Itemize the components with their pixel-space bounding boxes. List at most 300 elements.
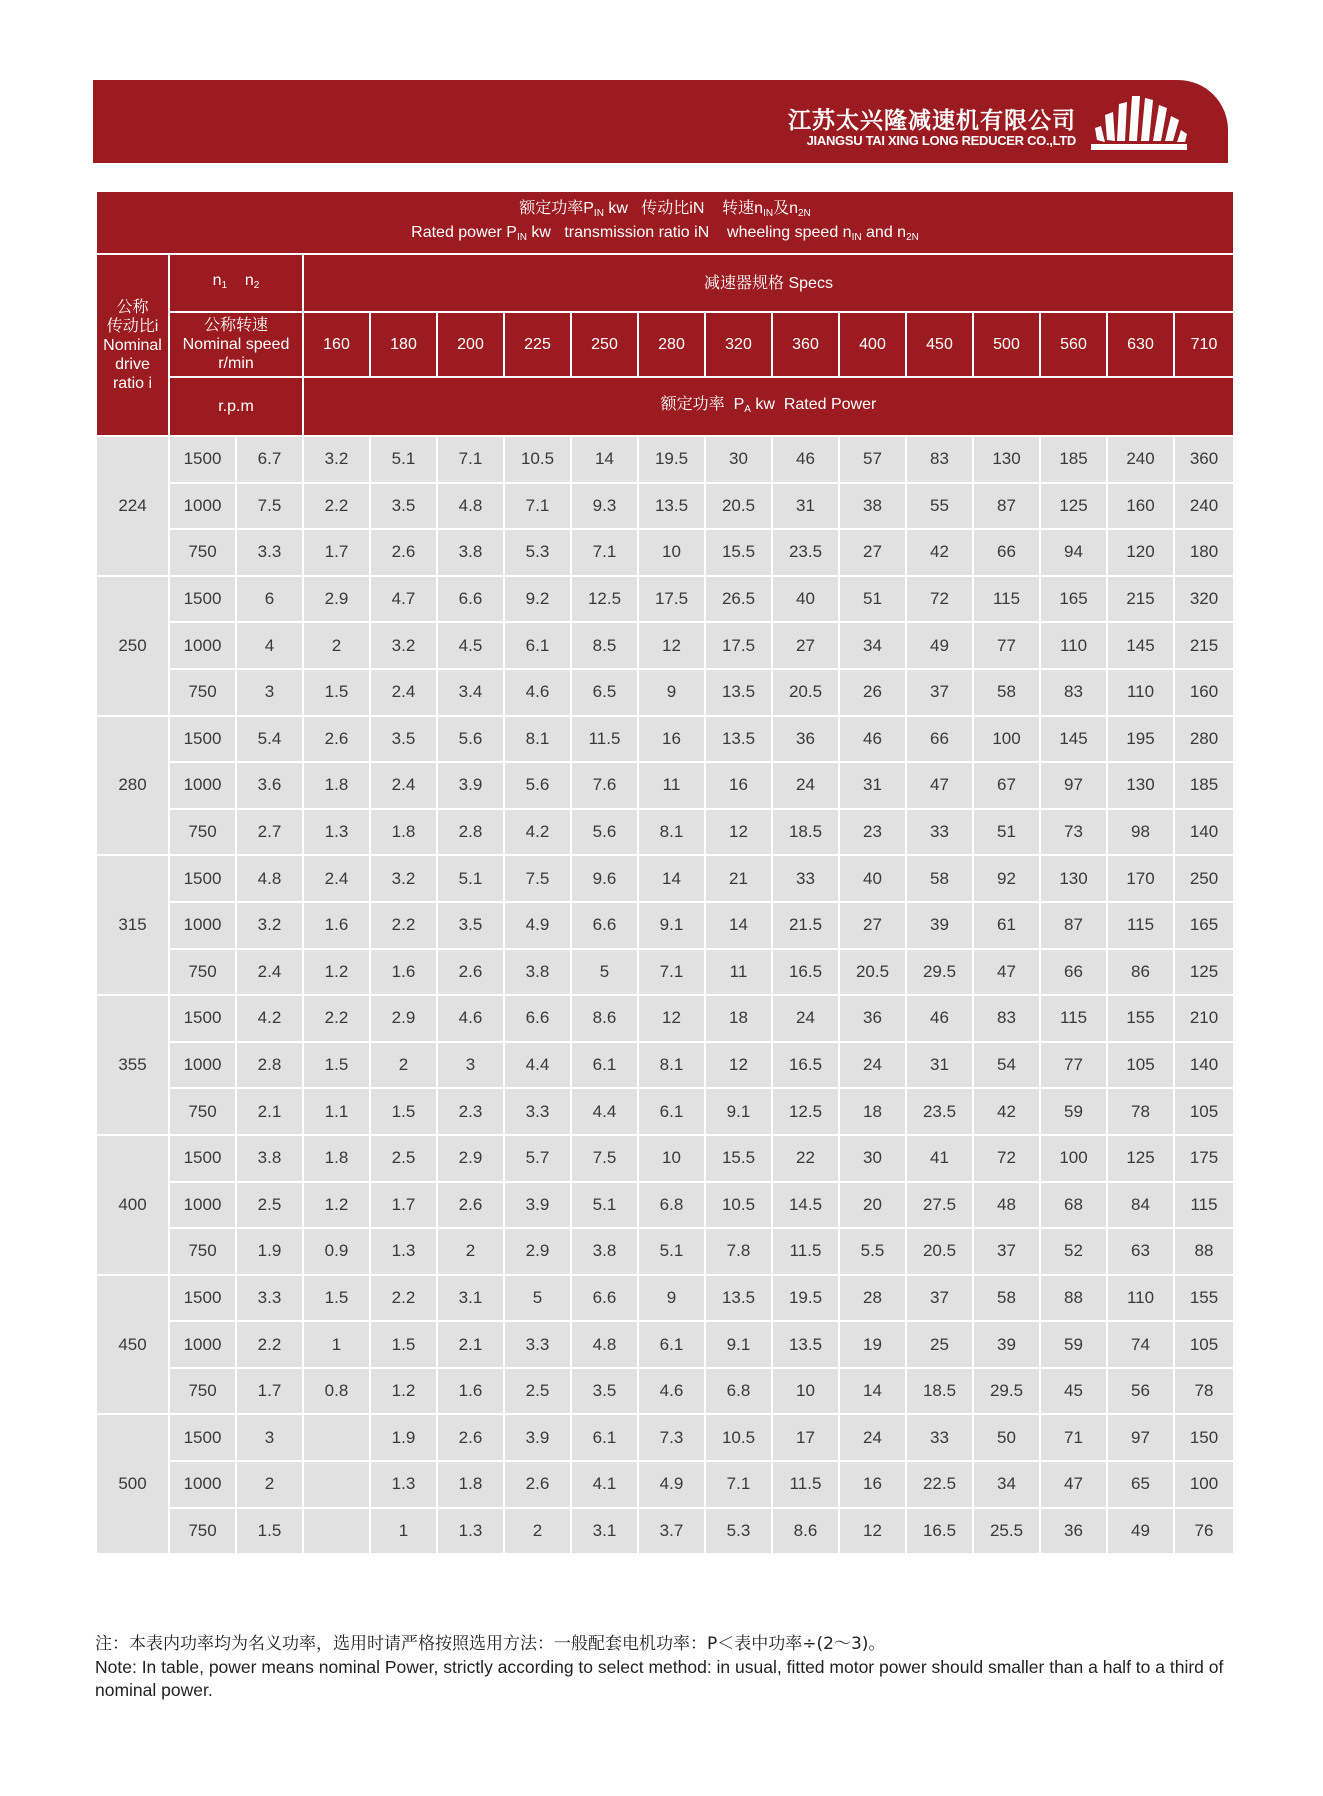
power-cell: 7.6	[571, 762, 638, 809]
power-cell: 88	[1174, 1228, 1234, 1275]
power-cell: 2.6	[303, 716, 370, 763]
power-cell: 6.6	[571, 1275, 638, 1322]
power-cell: 24	[839, 1414, 906, 1461]
power-cell: 5.1	[437, 855, 504, 902]
power-cell: 47	[973, 949, 1040, 996]
ratio-cell: 224	[96, 436, 169, 576]
ratio-cell: 315	[96, 855, 169, 995]
power-cell: 3.4	[437, 669, 504, 716]
size-header: 560	[1040, 312, 1107, 377]
size-header: 710	[1174, 312, 1234, 377]
power-cell: 41	[906, 1135, 973, 1182]
power-cell: 3.9	[437, 762, 504, 809]
table-row	[96, 1088, 1234, 1135]
power-cell: 5.5	[839, 1228, 906, 1275]
power-cell: 86	[1107, 949, 1174, 996]
power-cell: 2.5	[370, 1135, 437, 1182]
power-cell: 100	[973, 716, 1040, 763]
power-cell: 71	[1040, 1414, 1107, 1461]
power-cell: 7.3	[638, 1414, 705, 1461]
power-cell: 10.5	[705, 1414, 772, 1461]
power-cell: 3.5	[370, 483, 437, 530]
power-cell: 1.5	[370, 1088, 437, 1135]
power-cell: 66	[906, 716, 973, 763]
n1-cell: 1500	[169, 995, 236, 1042]
n2-cell: 2.2	[236, 1321, 303, 1368]
power-cell: 145	[1107, 622, 1174, 669]
power-cell: 20.5	[906, 1228, 973, 1275]
power-cell: 1	[303, 1321, 370, 1368]
power-cell: 5.1	[638, 1228, 705, 1275]
power-cell: 1.8	[370, 809, 437, 856]
power-cell: 42	[973, 1088, 1040, 1135]
power-cell: 40	[772, 576, 839, 623]
power-cell: 4.8	[437, 483, 504, 530]
ratio-cell: 450	[96, 1275, 169, 1415]
power-cell: 110	[1107, 1275, 1174, 1322]
n2-cell: 2.1	[236, 1088, 303, 1135]
table-row	[96, 902, 1234, 949]
power-cell: 16	[839, 1461, 906, 1508]
power-cell: 19.5	[772, 1275, 839, 1322]
power-cell: 240	[1174, 483, 1234, 530]
power-cell: 7.1	[571, 529, 638, 576]
power-cell: 2.6	[437, 949, 504, 996]
power-cell: 2.6	[437, 1414, 504, 1461]
power-cell: 27.5	[906, 1182, 973, 1229]
n1-cell: 750	[169, 1508, 236, 1555]
power-cell: 4.8	[571, 1321, 638, 1368]
power-cell: 7.8	[705, 1228, 772, 1275]
power-cell: 4.4	[571, 1088, 638, 1135]
power-cell: 0.8	[303, 1368, 370, 1415]
n2-cell: 6.7	[236, 436, 303, 483]
power-cell: 97	[1107, 1414, 1174, 1461]
power-cell: 8.6	[772, 1508, 839, 1555]
power-cell: 1.2	[303, 1182, 370, 1229]
power-cell: 140	[1174, 1042, 1234, 1089]
power-cell: 120	[1107, 529, 1174, 576]
power-cell: 2.4	[370, 762, 437, 809]
company-name-cn: 江苏太兴隆减速机有限公司	[788, 108, 1076, 134]
table-row	[96, 1508, 1234, 1555]
power-cell: 180	[1174, 529, 1234, 576]
power-cell: 47	[1040, 1461, 1107, 1508]
power-cell: 18	[839, 1088, 906, 1135]
power-cell: 1	[370, 1508, 437, 1555]
power-cell: 38	[839, 483, 906, 530]
power-cell: 76	[1174, 1508, 1234, 1555]
table-body	[96, 436, 1234, 1554]
power-cell: 6.5	[571, 669, 638, 716]
power-cell: 4.6	[437, 995, 504, 1042]
power-cell: 20.5	[839, 949, 906, 996]
power-cell: 2.6	[504, 1461, 571, 1508]
power-cell: 1.3	[303, 809, 370, 856]
power-cell: 21.5	[772, 902, 839, 949]
power-cell: 130	[1040, 855, 1107, 902]
n2-cell: 4.2	[236, 995, 303, 1042]
power-cell: 160	[1107, 483, 1174, 530]
n2-cell: 3	[236, 669, 303, 716]
power-cell: 9.2	[504, 576, 571, 623]
size-header: 500	[973, 312, 1040, 377]
power-cell: 22.5	[906, 1461, 973, 1508]
power-cell: 27	[839, 902, 906, 949]
n1-cell: 1500	[169, 716, 236, 763]
power-cell: 10	[638, 529, 705, 576]
table-row	[96, 809, 1234, 856]
power-cell: 7.1	[705, 1461, 772, 1508]
power-cell: 48	[973, 1182, 1040, 1229]
power-cell: 2.2	[370, 902, 437, 949]
power-cell: 31	[839, 762, 906, 809]
power-cell: 6.8	[705, 1368, 772, 1415]
power-cell: 115	[1174, 1182, 1234, 1229]
power-cell: 210	[1174, 995, 1234, 1042]
power-cell: 28	[839, 1275, 906, 1322]
size-header: 320	[705, 312, 772, 377]
power-cell: 20.5	[772, 669, 839, 716]
n1-cell: 1000	[169, 483, 236, 530]
power-cell: 18.5	[906, 1368, 973, 1415]
power-cell: 74	[1107, 1321, 1174, 1368]
power-cell: 16	[638, 716, 705, 763]
power-cell: 2	[303, 622, 370, 669]
power-cell: 3.2	[370, 855, 437, 902]
power-cell: 3	[437, 1042, 504, 1089]
ratio-cell: 355	[96, 995, 169, 1135]
n2-cell: 4	[236, 622, 303, 669]
power-cell: 39	[906, 902, 973, 949]
n1-cell: 1500	[169, 576, 236, 623]
power-cell: 320	[1174, 576, 1234, 623]
power-cell: 29.5	[973, 1368, 1040, 1415]
n2-cell: 2.4	[236, 949, 303, 996]
table-row	[96, 1182, 1234, 1229]
n1-cell: 1000	[169, 902, 236, 949]
power-cell: 3.8	[571, 1228, 638, 1275]
size-header: 630	[1107, 312, 1174, 377]
power-cell: 57	[839, 436, 906, 483]
n1-cell: 1000	[169, 622, 236, 669]
power-cell: 7.1	[638, 949, 705, 996]
footnote-cn: 注：本表内功率均为名义功率，选用时请严格按照选用方法：一般配套电机功率：P＜表中功率÷(2～3)。	[95, 1634, 886, 1654]
power-cell: 66	[973, 529, 1040, 576]
power-cell	[303, 1508, 370, 1555]
power-cell: 11	[705, 949, 772, 996]
power-cell: 56	[1107, 1368, 1174, 1415]
table-row	[96, 762, 1234, 809]
table-row	[96, 1135, 1234, 1182]
table-row	[96, 995, 1234, 1042]
n1-cell: 1500	[169, 1135, 236, 1182]
power-cell: 2.2	[303, 483, 370, 530]
power-cell: 13.5	[705, 669, 772, 716]
power-cell: 63	[1107, 1228, 1174, 1275]
power-cell: 37	[906, 669, 973, 716]
n2-cell: 2.5	[236, 1182, 303, 1229]
power-cell: 2.9	[370, 995, 437, 1042]
power-cell: 4.6	[504, 669, 571, 716]
n1-cell: 1000	[169, 1321, 236, 1368]
table-row	[96, 669, 1234, 716]
n2-cell: 3.3	[236, 1275, 303, 1322]
n1-cell: 1500	[169, 1414, 236, 1461]
power-cell: 47	[906, 762, 973, 809]
power-cell: 6.1	[571, 1414, 638, 1461]
power-cell: 94	[1040, 529, 1107, 576]
power-cell: 215	[1174, 622, 1234, 669]
power-cell: 6.6	[504, 995, 571, 1042]
power-cell: 83	[973, 995, 1040, 1042]
power-cell: 160	[1174, 669, 1234, 716]
power-cell: 34	[973, 1461, 1040, 1508]
power-cell: 11.5	[772, 1461, 839, 1508]
power-cell: 4.4	[504, 1042, 571, 1089]
power-cell: 8.6	[571, 995, 638, 1042]
power-cell: 6.8	[638, 1182, 705, 1229]
n2-cell: 1.5	[236, 1508, 303, 1555]
power-cell: 1.2	[370, 1368, 437, 1415]
power-cell: 2	[370, 1042, 437, 1089]
speed-symbols-header: $n_1$ $n_2$	[169, 254, 303, 312]
power-cell: 21	[705, 855, 772, 902]
power-cell: 360	[1174, 436, 1234, 483]
power-cell: 23.5	[906, 1088, 973, 1135]
power-cell: 170	[1107, 855, 1174, 902]
company-logo-icon	[1083, 90, 1195, 154]
power-cell: 1.6	[437, 1368, 504, 1415]
power-cell: 45	[1040, 1368, 1107, 1415]
power-cell: 50	[973, 1414, 1040, 1461]
table-row	[96, 949, 1234, 996]
power-cell: 5.6	[571, 809, 638, 856]
power-cell: 26.5	[705, 576, 772, 623]
power-cell: 33	[906, 809, 973, 856]
power-cell: 145	[1040, 716, 1107, 763]
n1-cell: 750	[169, 1368, 236, 1415]
power-cell: 6.1	[638, 1321, 705, 1368]
power-cell: 12	[638, 622, 705, 669]
table-row	[96, 1368, 1234, 1415]
power-cell: 110	[1040, 622, 1107, 669]
power-cell: 37	[906, 1275, 973, 1322]
power-cell: 9	[638, 1275, 705, 1322]
table-row	[96, 716, 1234, 763]
power-cell: 8.1	[638, 809, 705, 856]
reducer-power-table	[95, 190, 1235, 1555]
power-cell: 12	[638, 995, 705, 1042]
power-cell: 25	[906, 1321, 973, 1368]
power-cell: 27	[839, 529, 906, 576]
power-cell: 7.1	[504, 483, 571, 530]
power-cell: 87	[973, 483, 1040, 530]
power-cell: 18.5	[772, 809, 839, 856]
power-cell: 14	[839, 1368, 906, 1415]
n1-cell: 750	[169, 669, 236, 716]
power-cell: 6.1	[638, 1088, 705, 1135]
table-row	[96, 1321, 1234, 1368]
power-cell: 1.7	[303, 529, 370, 576]
power-cell: 4.1	[571, 1461, 638, 1508]
power-cell: 2	[504, 1508, 571, 1555]
power-cell: 9.1	[705, 1088, 772, 1135]
power-cell: 115	[1040, 995, 1107, 1042]
power-cell: 215	[1107, 576, 1174, 623]
power-cell: 12.5	[772, 1088, 839, 1135]
power-cell: 12	[839, 1508, 906, 1555]
power-cell: 0.9	[303, 1228, 370, 1275]
table-row	[96, 1414, 1234, 1461]
power-cell: 20	[839, 1182, 906, 1229]
power-cell: 6.1	[504, 622, 571, 669]
footnote-en: Note: In table, power means nominal Power, strictly according to select method: in usual, fitted motor power should smaller than a half to a third of nominal power.	[95, 1657, 1224, 1700]
power-cell: 23	[839, 809, 906, 856]
power-cell: 125	[1040, 483, 1107, 530]
power-cell: 51	[973, 809, 1040, 856]
power-cell: 6.6	[437, 576, 504, 623]
power-cell: 5	[504, 1275, 571, 1322]
power-cell: 11.5	[571, 716, 638, 763]
n1-cell: 1000	[169, 1182, 236, 1229]
power-cell: 7.5	[571, 1135, 638, 1182]
n2-cell: 3.6	[236, 762, 303, 809]
power-cell: 2.8	[437, 809, 504, 856]
table-row	[96, 576, 1234, 623]
size-header: 450	[906, 312, 973, 377]
power-cell: 27	[772, 622, 839, 669]
ratio-cell: 250	[96, 576, 169, 716]
power-cell: 9.6	[571, 855, 638, 902]
power-cell: 58	[973, 1275, 1040, 1322]
table-row	[96, 483, 1234, 530]
power-cell: 280	[1174, 716, 1234, 763]
power-cell: 9.1	[705, 1321, 772, 1368]
power-cell: 6.6	[571, 902, 638, 949]
power-cell: 250	[1174, 855, 1234, 902]
power-cell: 3.1	[437, 1275, 504, 1322]
power-cell: 36	[839, 995, 906, 1042]
power-cell: 2.1	[437, 1321, 504, 1368]
power-cell: 105	[1174, 1088, 1234, 1135]
power-cell: 51	[839, 576, 906, 623]
power-cell: 92	[973, 855, 1040, 902]
n2-cell: 1.9	[236, 1228, 303, 1275]
table-title	[96, 191, 1234, 254]
power-cell: 1.8	[437, 1461, 504, 1508]
power-cell: 1.1	[303, 1088, 370, 1135]
power-cell: 59	[1040, 1088, 1107, 1135]
power-cell: 11	[638, 762, 705, 809]
power-cell: 3.1	[571, 1508, 638, 1555]
power-cell: 29.5	[906, 949, 973, 996]
power-cell: 72	[906, 576, 973, 623]
power-cell: 8.1	[504, 716, 571, 763]
power-cell: 3.8	[504, 949, 571, 996]
power-cell: 46	[906, 995, 973, 1042]
power-cell: 5.1	[571, 1182, 638, 1229]
size-header: 400	[839, 312, 906, 377]
power-cell: 1.2	[303, 949, 370, 996]
size-header: 250	[571, 312, 638, 377]
power-cell: 175	[1174, 1135, 1234, 1182]
power-cell: 1.5	[303, 1275, 370, 1322]
size-header: 160	[303, 312, 370, 377]
n1-cell: 1000	[169, 1461, 236, 1508]
power-cell: 5.1	[370, 436, 437, 483]
power-cell: 3.3	[504, 1088, 571, 1135]
power-cell: 240	[1107, 436, 1174, 483]
power-cell: 1.5	[303, 669, 370, 716]
n1-cell: 750	[169, 809, 236, 856]
power-cell: 115	[1107, 902, 1174, 949]
ratio-header: 公称 传动比i Nominal drive ratio i	[96, 254, 169, 436]
power-cell: 20.5	[705, 483, 772, 530]
power-cell: 2.9	[303, 576, 370, 623]
power-cell: 1.8	[303, 1135, 370, 1182]
power-cell: 15.5	[705, 1135, 772, 1182]
table-title-en: Rated power $P_{IN}$ kw transmission ratio iN wheeling speed $n_{IN}$ and $n_{2N}$	[411, 223, 919, 243]
power-cell: 83	[1040, 669, 1107, 716]
power-cell: 4.5	[437, 622, 504, 669]
power-cell: 1.7	[370, 1182, 437, 1229]
power-cell: 54	[973, 1042, 1040, 1089]
power-cell: 115	[973, 576, 1040, 623]
power-cell: 125	[1107, 1135, 1174, 1182]
power-cell: 195	[1107, 716, 1174, 763]
power-cell: 23.5	[772, 529, 839, 576]
power-cell: 77	[1040, 1042, 1107, 1089]
power-cell: 8.1	[638, 1042, 705, 1089]
power-cell: 185	[1040, 436, 1107, 483]
power-cell: 25.5	[973, 1508, 1040, 1555]
power-cell: 97	[1040, 762, 1107, 809]
power-cell: 10	[772, 1368, 839, 1415]
power-cell: 105	[1174, 1321, 1234, 1368]
power-cell: 155	[1174, 1275, 1234, 1322]
power-cell: 3.9	[504, 1182, 571, 1229]
power-cell: 78	[1107, 1088, 1174, 1135]
power-cell: 22	[772, 1135, 839, 1182]
power-cell: 2.6	[437, 1182, 504, 1229]
n2-cell: 3	[236, 1414, 303, 1461]
power-cell: 2.4	[370, 669, 437, 716]
power-cell: 17	[772, 1414, 839, 1461]
power-cell: 3.7	[638, 1508, 705, 1555]
table-row	[96, 1461, 1234, 1508]
size-header: 360	[772, 312, 839, 377]
power-cell: 100	[1174, 1461, 1234, 1508]
power-cell: 7.5	[504, 855, 571, 902]
power-cell: 7.1	[437, 436, 504, 483]
n2-cell: 2.7	[236, 809, 303, 856]
power-cell: 11.5	[772, 1228, 839, 1275]
power-cell: 3.8	[437, 529, 504, 576]
power-cell: 2.5	[504, 1368, 571, 1415]
power-cell: 40	[839, 855, 906, 902]
power-cell: 84	[1107, 1182, 1174, 1229]
n2-cell: 1.7	[236, 1368, 303, 1415]
power-cell: 14.5	[772, 1182, 839, 1229]
power-cell: 49	[906, 622, 973, 669]
power-cell: 6.1	[571, 1042, 638, 1089]
power-cell: 2.2	[370, 1275, 437, 1322]
power-cell: 46	[772, 436, 839, 483]
power-cell: 13.5	[705, 1275, 772, 1322]
power-cell: 87	[1040, 902, 1107, 949]
power-cell: 30	[839, 1135, 906, 1182]
